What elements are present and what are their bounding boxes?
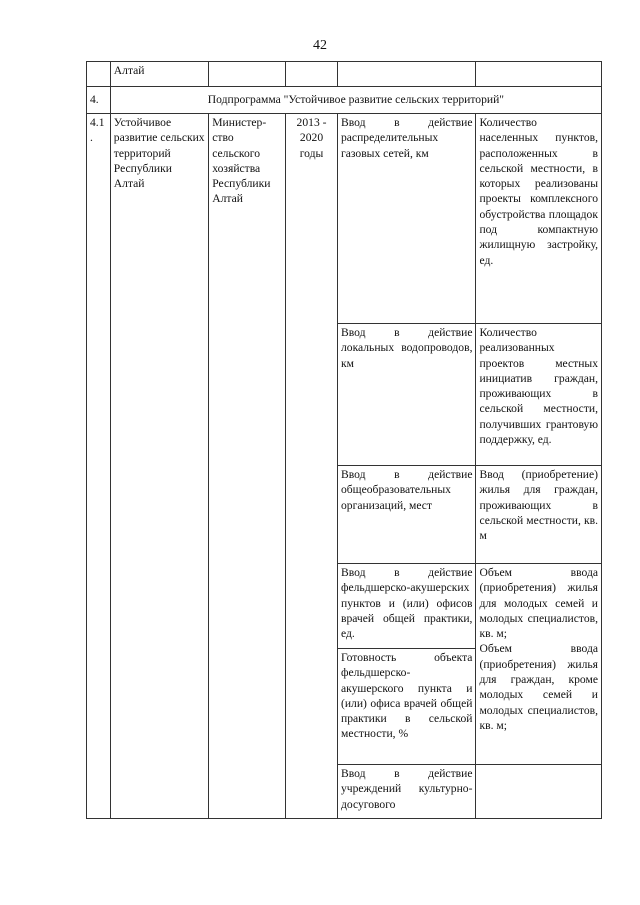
indicator-left: Ввод в действие локальных водопроводов, км (337, 324, 475, 466)
row-number: 4.1. (87, 114, 111, 819)
section-row (87, 87, 602, 114)
table-row (87, 114, 602, 324)
indicator-left: Ввод в действие фельдшерско-акушерских пунктов и (или) офисов врачей общей практики, ед. (337, 564, 475, 649)
period: 2013 - 2020 годы (286, 114, 338, 819)
page-number: 42 (313, 38, 327, 53)
table-row (87, 62, 602, 87)
indicator-left: Ввод в действие общеобразовательных организаций, мест (337, 466, 475, 564)
indicator-left: Ввод в действие распределительных газовых сетей, км (337, 114, 475, 324)
section-number: 4. (87, 87, 111, 114)
cell-empty (476, 765, 602, 819)
indicator-right-combined (476, 564, 602, 765)
cell-region-continuation: Алтай (110, 62, 208, 87)
program-table (86, 61, 602, 819)
indicator-right: Ввод (приобретение) жилья для граждан, проживающих в сельской местности, кв. м (476, 466, 602, 564)
indicator-right: Объем ввода (приобретения) жилья для граждан, кроме молодых семей и молодых специалистов, кв. м; (479, 642, 598, 732)
cell-empty (87, 62, 111, 87)
section-title: Подпрограмма "Устойчивое развитие сельских территорий" (110, 87, 601, 114)
indicator-right: Количество населенных пунктов, расположенных в сельской местности, в которых реализованы проекты комплексного обустройства площадок под компактную жилищную застройку, ед. (476, 114, 602, 324)
cell-empty (286, 62, 338, 87)
cell-empty (337, 62, 475, 87)
cell-empty (476, 62, 602, 87)
executor: Министер-ство сельского хозяйства Республики Алтай (209, 114, 286, 819)
indicator-right: Количество реализованных проектов местных инициатив граждан, проживающих в сельской местности, получивших грантовую поддержку, ед. (476, 324, 602, 466)
indicator-left: Готовность объекта фельдшерско-акушерского пункта и (или) офиса врачей общей практики в сельской местности, % (337, 649, 475, 765)
indicator-right: Объем ввода (приобретения) жилья для молодых семей и молодых специалистов, кв. м; (479, 566, 598, 641)
indicator-left: Ввод в действие учреждений культурно-досугового (337, 765, 475, 819)
measure-name: Устойчивое развитие сельских территорий Республики Алтай (110, 114, 208, 819)
cell-empty (209, 62, 286, 87)
